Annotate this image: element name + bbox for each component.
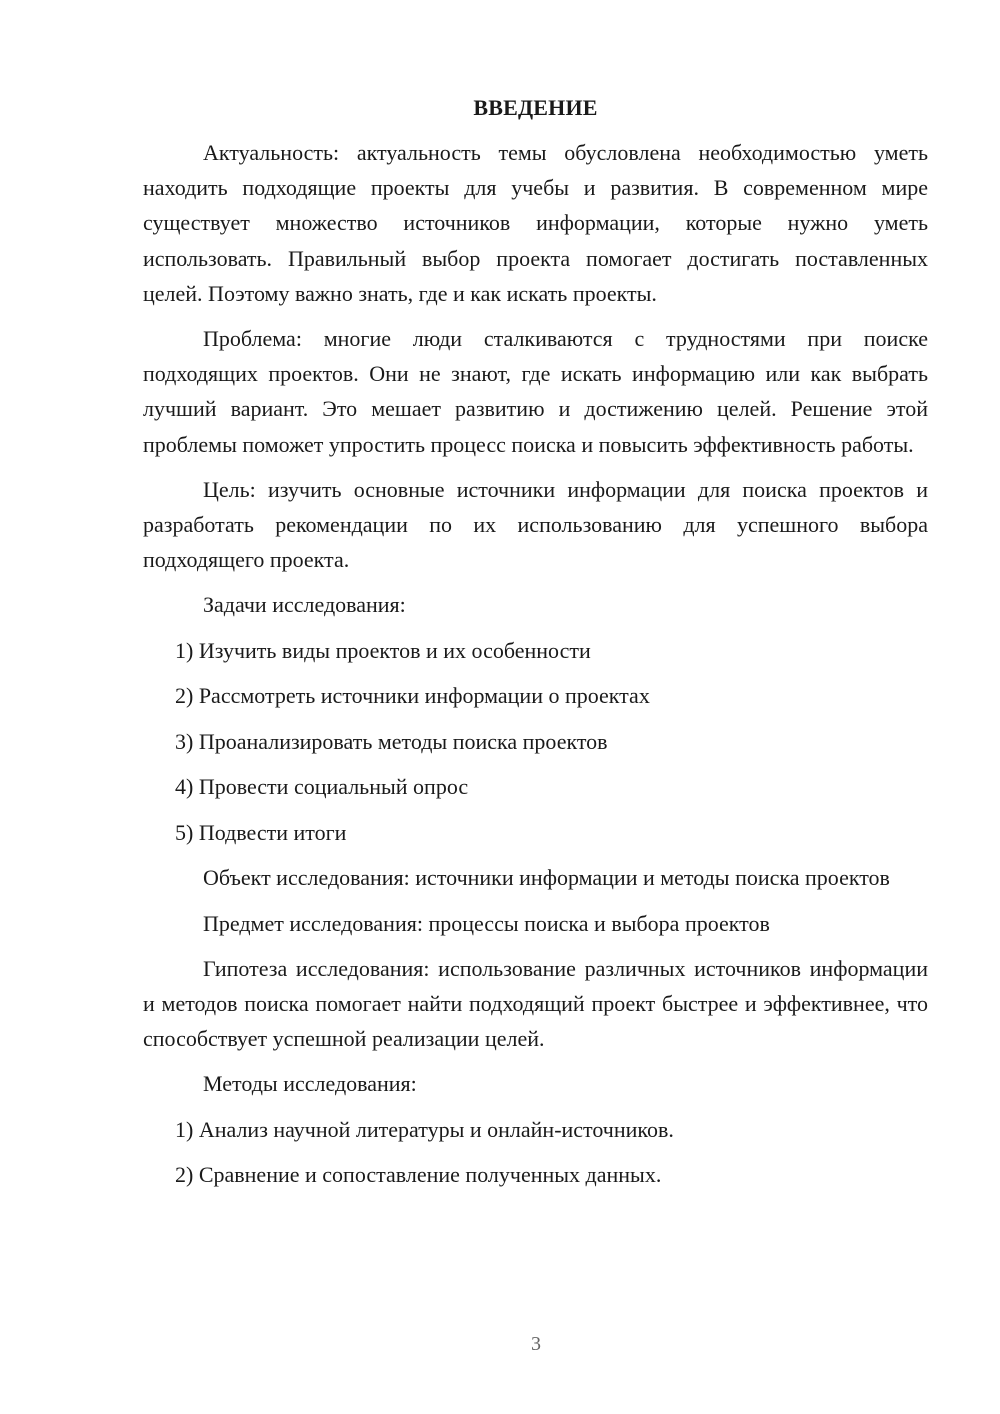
page-number: 3 bbox=[531, 1333, 541, 1355]
hypothesis-paragraph: Гипотеза исследования: использование различных источников информации и методов поиска помогает найти подходящий проект быстрее и эффективнее, что способствует успешной реализации целей. bbox=[143, 955, 928, 1052]
tasks-label: Задачи исследования: bbox=[203, 592, 406, 618]
goal-paragraph: Цель: изучить основные источники информации для поиска проектов и разработать рекомендации по их использованию для успешного выбора подходящего проекта. bbox=[143, 476, 928, 573]
relevance-paragraph: Актуальность: актуальность темы обусловлена необходимостью уметь находить подходящие проекты для учебы и развития. В современном мире существует множество источников информации, которые нужно уметь использовать. Правильный выбор проекта помогает достигать поставленных целей. Поэтому важно знать, где и как искать проекты. bbox=[143, 140, 928, 306]
problem-paragraph: Проблема: многие люди сталкиваются с трудностями при поиске подходящих проектов. Они не знают, где искать информацию или как выбрать лучший вариант. Это мешает развитию и достижению целей. Решение этой проблемы поможет упростить процесс поиска и повысить эффективность работы. bbox=[143, 326, 928, 457]
subject-paragraph: Предмет исследования: процессы поиска и выбора проектов bbox=[203, 910, 770, 936]
task-item: 5) Подвести итоги bbox=[175, 819, 347, 845]
task-item: 3) Проанализировать методы поиска проектов bbox=[175, 728, 608, 754]
method-item: 2) Сравнение и сопоставление полученных данных. bbox=[175, 1162, 662, 1188]
task-item: 1) Изучить виды проектов и их особенности bbox=[175, 637, 591, 663]
page-title: ВВЕДЕНИЕ bbox=[473, 95, 598, 120]
object-paragraph: Объект исследования: источники информации и методы поиска проектов bbox=[203, 865, 890, 891]
methods-label: Методы исследования: bbox=[203, 1071, 417, 1097]
document-page bbox=[143, 90, 928, 1203]
task-item: 2) Рассмотреть источники информации о проектах bbox=[175, 683, 650, 709]
task-item: 4) Провести социальный опрос bbox=[175, 774, 469, 800]
method-item: 1) Анализ научной литературы и онлайн-источников. bbox=[175, 1116, 674, 1142]
